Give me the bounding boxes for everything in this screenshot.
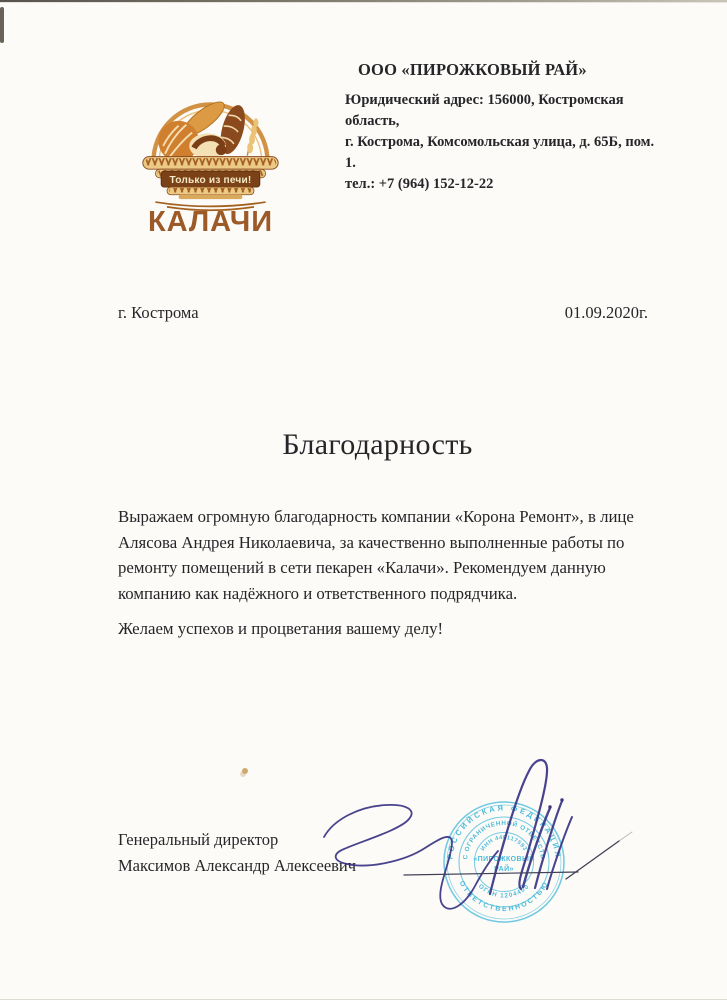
address-line-1: Юридический адрес: 156000, Костромская область, xyxy=(345,92,624,129)
signature-ink-dot xyxy=(548,805,551,808)
signer-name: Максимов Александр Алексеевич xyxy=(118,855,357,875)
address-line-2: г. Кострома, Комсомольская улица, д. 65Б, пом. 1. xyxy=(345,134,655,171)
stamp-middle-ring-bottom-text: ОГРН 1204400 xyxy=(476,882,532,900)
stamp-center-line2: РАЙ» xyxy=(494,866,514,873)
stamp-middle-ring-top-text: С ОГРАНИЧЕННОЙ ОТВЕТСТВ xyxy=(462,819,546,860)
dateline xyxy=(118,303,648,323)
signature-diagonal-line-faint xyxy=(619,832,632,841)
signer-position: Генеральный директор xyxy=(118,830,279,849)
letter-body: Выражаем огромную благодарность компании «Корона Ремонт», в лице Алясова Андрея Николаевича, за качественно выполненные работы по ремонту помещений в сети пекарен «Калачи». Рекомендуем данную компанию как надёжного и ответственного подрядчика. xyxy=(118,507,634,603)
signature-stroke-flourish xyxy=(324,805,498,909)
scan-artifact-top-edge-soft xyxy=(0,2,727,3)
dateline-city: г. Кострома xyxy=(118,303,199,322)
stamp-inn-text: ИНН 440117593 xyxy=(480,834,528,853)
scan-artifact-speck xyxy=(242,768,248,774)
basket-bottom-icon xyxy=(167,187,254,199)
signature-stroke-hatch-3 xyxy=(547,817,572,889)
company-address xyxy=(345,90,665,195)
handwritten-signature xyxy=(300,735,645,930)
dateline-date: 01.09.2020г. xyxy=(564,303,648,322)
company-logo xyxy=(138,86,283,234)
logo-brand-text: КАЛАЧИ xyxy=(147,206,274,234)
letter-wish: Желаем успехов и процветания вашему делу! xyxy=(118,619,444,638)
address-line-3: тел.: +7 (964) 152-12-22 xyxy=(345,176,494,192)
company-name: ООО «ПИРОЖКОВЫЙ РАЙ» xyxy=(358,60,587,79)
signature-diagonal-line xyxy=(566,841,619,879)
bread-basket-icon xyxy=(158,97,258,162)
logo-tagline: Только из печи! xyxy=(169,175,252,187)
letter-title: Благодарность xyxy=(282,428,473,461)
logo-banner xyxy=(161,171,260,187)
scan-artifact-left-blob xyxy=(0,7,4,43)
stamp-outer-ring-bottom-text: ОТВЕТСТВЕННОСТЬЮ xyxy=(457,879,551,914)
stamp-center-line1: «ПИРОЖКОВЫЙ xyxy=(473,856,535,863)
signature-ink-dot xyxy=(560,798,563,801)
company-header xyxy=(345,60,665,195)
stamp-outer-ring-top-text: РОССИЙСКАЯ ФЕДЕРАЦИЯ xyxy=(445,803,563,860)
